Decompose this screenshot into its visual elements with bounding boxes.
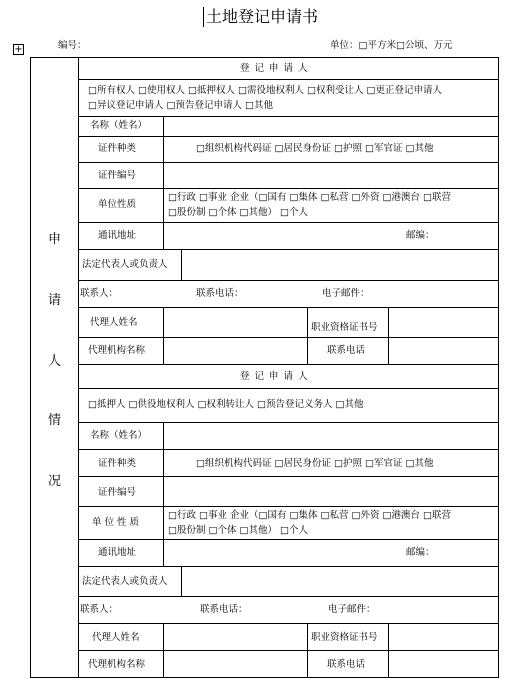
applicant-type-options-2[interactable]: □异议登记申请人 □预告登记申请人 □其他 bbox=[88, 100, 273, 111]
legal-rep-field[interactable] bbox=[184, 569, 496, 593]
agency-name-field[interactable] bbox=[166, 340, 304, 362]
agency-name-label: 代理机构名称 bbox=[88, 345, 146, 356]
name-field[interactable] bbox=[166, 118, 496, 134]
side-label-char: 况 bbox=[48, 474, 62, 489]
email-label: 电子邮件： bbox=[322, 288, 370, 299]
cert-type-label: 证件种类 bbox=[98, 143, 137, 154]
postcode-label: 邮编： bbox=[406, 230, 435, 241]
agency-name-field[interactable] bbox=[166, 653, 304, 674]
cert-number-field[interactable] bbox=[166, 165, 496, 185]
text-cursor bbox=[203, 7, 204, 27]
number-label: 编号： bbox=[58, 40, 87, 51]
cert-type-options[interactable]: □组织机构代码证 □居民身份证 □护照 □军官证 □其他 bbox=[196, 458, 434, 469]
agent-name-label: 代理人姓名 bbox=[92, 632, 140, 643]
agent-name-field[interactable] bbox=[166, 310, 304, 334]
cert-type-options[interactable]: □组织机构代码证 □居民身份证 □护照 □军官证 □其他 bbox=[196, 143, 434, 154]
email-label: 电子邮件： bbox=[328, 604, 376, 615]
unit-label: 单位：□平方米□公顷、万元 bbox=[330, 40, 453, 51]
unit-nature-label: 单 位 性 质 bbox=[92, 517, 140, 528]
cert-number-label: 证件编号 bbox=[98, 487, 137, 498]
contact-label: 联系人： bbox=[80, 604, 119, 615]
contact-label: 联系人： bbox=[80, 288, 119, 299]
agency-phone-label: 联系电话 bbox=[327, 345, 366, 356]
side-label-char: 请 bbox=[48, 293, 62, 308]
unit-nature-options-2[interactable]: □股份制 □个体 □其他） □个人 bbox=[168, 525, 308, 536]
agency-phone-label: 联系电话 bbox=[327, 659, 366, 670]
address-field[interactable] bbox=[166, 542, 396, 562]
unit-nature-options-2[interactable]: □股份制 □个体 □其他） □个人 bbox=[168, 207, 308, 218]
qualification-label: 职业资格证书号 bbox=[311, 632, 378, 643]
qualification-label: 职业资格证书号 bbox=[311, 322, 378, 333]
agency-name-label: 代理机构名称 bbox=[88, 659, 146, 670]
name-label: 名称（姓名） bbox=[90, 120, 148, 131]
agent-name-label: 代理人姓名 bbox=[90, 317, 138, 328]
document-title: 土地登记申请书 bbox=[206, 7, 319, 26]
unit-nature-options[interactable]: □行政 □事业 企业（□国有 □集体 □私营 □外资 □港澳台 □联营 bbox=[168, 192, 451, 203]
name-field[interactable] bbox=[166, 425, 496, 445]
unit-nature-label: 单位性质 bbox=[98, 199, 137, 210]
cert-number-field[interactable] bbox=[166, 480, 496, 503]
phone-label: 联系电话： bbox=[200, 604, 248, 615]
unit-nature-options[interactable]: □行政 □事业 企业（□国有 □集体 □私营 □外资 □港澳台 □联营 bbox=[168, 510, 451, 521]
legal-rep-field[interactable] bbox=[184, 252, 496, 276]
applicant-type-options[interactable]: □所有权人 □使用权人 □抵押权人 □需役地权利人 □权利受让人 □更正登记申请人 bbox=[88, 85, 442, 96]
legal-rep-label: 法定代表人或负责人 bbox=[82, 576, 168, 587]
side-label-char: 情 bbox=[48, 413, 62, 428]
address-label: 通讯地址 bbox=[98, 230, 137, 241]
agent-name-field[interactable] bbox=[166, 626, 304, 647]
cert-type-label: 证件种类 bbox=[98, 458, 137, 469]
side-label-char: 申 bbox=[48, 232, 62, 247]
address-field[interactable] bbox=[166, 225, 396, 245]
cert-number-label: 证件编号 bbox=[98, 170, 137, 181]
section-heading: 登 记 申 请 人 bbox=[240, 371, 309, 382]
legal-rep-label: 法定代表人或负责人 bbox=[82, 259, 168, 270]
postcode-label: 邮编： bbox=[406, 547, 435, 558]
phone-label: 联系电话： bbox=[196, 288, 244, 299]
address-label: 通讯地址 bbox=[98, 547, 137, 558]
table-move-handle-icon[interactable]: + bbox=[14, 44, 23, 55]
name-label: 名称（姓名） bbox=[90, 430, 148, 441]
side-label-char: 人 bbox=[48, 354, 62, 369]
applicant-type-options[interactable]: □抵押人 □供役地权利人 □权利转让人 □预告登记义务人 □其他 bbox=[88, 399, 364, 410]
section-heading: 登 记 申 请 人 bbox=[240, 63, 309, 74]
